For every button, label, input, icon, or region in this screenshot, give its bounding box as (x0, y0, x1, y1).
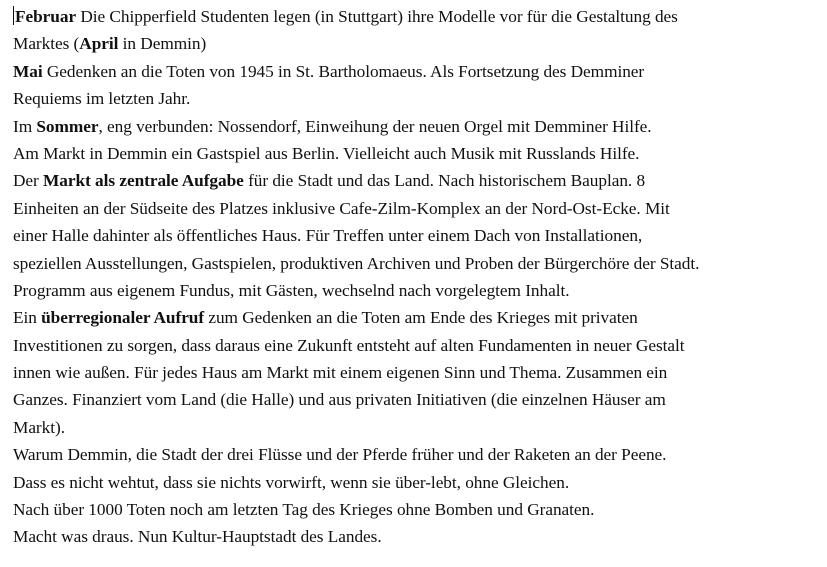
bold-text: April (79, 34, 119, 54)
text-line (13, 140, 821, 167)
text-line (13, 222, 821, 249)
text-segment: Marktes ( (13, 34, 80, 54)
text-segment: innen wie außen. Für jedes Haus am Markt mit einem eigenen Sinn und Thema. Zusammen ein (13, 363, 668, 383)
text-line (13, 277, 821, 304)
text-line (13, 441, 821, 468)
bold-text: Mai (13, 61, 43, 81)
text-line (13, 414, 821, 441)
text-segment: zum Gedenken an die Toten am Ende des Krieges mit privaten (204, 308, 638, 328)
text-segment: Nach über 1000 Toten noch am letzten Tag des Krieges ohne Bomben und Granaten. (13, 500, 595, 520)
text-segment: Die Chipperfield Studenten legen (in Stuttgart) ihre Modelle vor für die Gestaltung des (76, 7, 678, 26)
text-line (13, 58, 821, 85)
text-line (13, 332, 821, 359)
text-segment: Ganzes. Finanziert vom Land (die Halle) und aus privaten Initiativen (die einzelnen Häuser am (13, 390, 666, 410)
text-segment: Der (13, 171, 44, 191)
text-line (13, 523, 821, 550)
text-line (13, 167, 821, 194)
text-segment: Investitionen zu sorgen, dass daraus eine Zukunft entsteht auf alten Fundamenten in neuer Gestalt (13, 335, 685, 355)
bold-text: Februar (15, 7, 77, 26)
text-segment: Markt). (13, 417, 65, 437)
bold-text: Sommer (36, 116, 99, 136)
text-line (13, 469, 821, 496)
text-segment: Einheiten an der Südseite des Platzes inklusive Cafe-Zilm-Komplex an der Nord-Ost-Ecke. Mit (13, 198, 670, 218)
text-line (13, 30, 821, 57)
text-segment: Im (13, 116, 37, 136)
text-line (13, 113, 821, 140)
bold-text: Markt als zentrale Aufgabe (43, 171, 244, 191)
text-segment: Macht was draus. Nun Kultur-Hauptstadt des Landes. (13, 527, 382, 547)
text-line (13, 359, 821, 386)
text-segment: für die Stadt und das Land. Nach historischem Bauplan. 8 (243, 171, 646, 191)
text-segment: Warum Demmin, die Stadt der drei Flüsse und der Pferde früher und der Raketen an der Peene. (13, 445, 667, 465)
text-segment: Ein (13, 308, 42, 328)
text-segment: speziellen Ausstellungen, Gastspielen, produktiven Archiven und Proben der Bürgerchöre der Stadt. (13, 253, 700, 273)
text-line (13, 3, 821, 30)
text-segment: in Demmin) (118, 34, 207, 54)
text-segment: Dass es nicht wehtut, dass sie nichts vorwirft, wenn sie über-lebt, ohne Gleichen. (13, 472, 570, 492)
text-segment: Requiems im letzten Jahr. (13, 89, 191, 109)
text-line (13, 195, 821, 222)
text-segment: , eng verbunden: Nossendorf, Einweihung der neuen Orgel mit Demminer Hilfe. (98, 116, 652, 136)
text-line (13, 496, 821, 523)
text-cursor (13, 6, 14, 25)
bold-text: überregionaler Aufruf (41, 308, 205, 328)
document-body[interactable] (13, 3, 821, 551)
text-line (13, 250, 821, 277)
text-segment: Gedenken an die Toten von 1945 in St. Bartholomaeus. Als Fortsetzung des Demminer (42, 61, 645, 81)
text-line (13, 304, 821, 331)
text-line (13, 386, 821, 413)
text-segment: Am Markt in Demmin ein Gastspiel aus Berlin. Vielleicht auch Musik mit Russlands Hilfe. (13, 143, 640, 163)
text-segment: einer Halle dahinter als öffentliches Haus. Für Treffen unter einem Dach von Installationen, (13, 226, 643, 246)
text-line (13, 85, 821, 112)
text-segment: Programm aus eigenem Fundus, mit Gästen, wechselnd nach vorgelegtem Inhalt. (13, 280, 570, 300)
